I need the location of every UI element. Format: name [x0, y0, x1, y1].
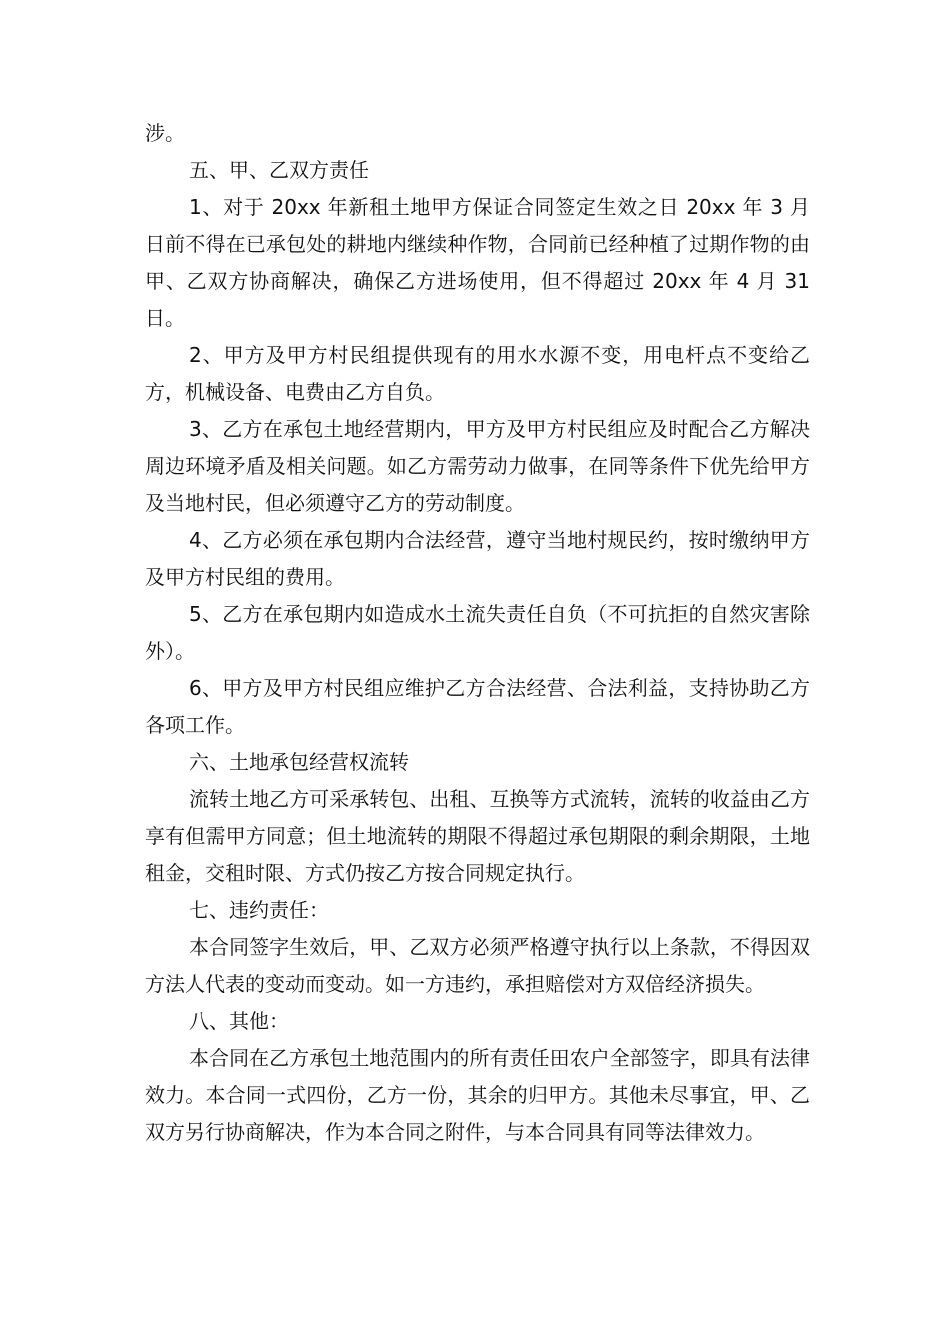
paragraph-continuation: 涉。	[145, 121, 185, 145]
section-8-body: 本合同在乙方承包土地范围内的所有责任田农户全部签字，即具有法律效力。本合同一式四份，乙方一份，其余的归甲方。其他未尽事宜，甲、乙双方另行协商解决，作为本合同之附件，与本合同具有同等法律效力。	[145, 1046, 810, 1144]
section-7-body: 本合同签字生效后，甲、乙双方必须严格遵守执行以上条款，不得因双方法人代表的变动而变动。如一方违约，承担赔偿对方双倍经济损失。	[145, 935, 810, 996]
section-heading-6: 六、土地承包经营权流转	[189, 750, 409, 774]
clause-5-2: 2、甲方及甲方村民组提供现有的用水水源不变，用电杆点不变给乙方，机械设备、电费由乙方自负。	[145, 343, 810, 404]
clause-5-4: 4、乙方必须在承包期内合法经营，遵守当地村规民约，按时缴纳甲方及甲方村民组的费用。	[145, 528, 810, 589]
section-heading-5: 五、甲、乙双方责任	[189, 158, 369, 182]
clause-5-6: 6、甲方及甲方村民组应维护乙方合法经营、合法利益，支持协助乙方各项工作。	[145, 676, 810, 737]
section-6-body: 流转土地乙方可采承转包、出租、互换等方式流转，流转的收益由乙方享有但需甲方同意；但土地流转的期限不得超过承包期限的剩余期限，土地租金，交租时限、方式仍按乙方按合同规定执行。	[145, 787, 810, 885]
section-heading-7: 七、违约责任：	[189, 898, 329, 922]
clause-5-1: 1、对于 20xx 年新租土地甲方保证合同签定生效之日 20xx 年 3 月 日前不得在已承包处的耕地内继续种作物，合同前已经种植了过期作物的由甲、乙双方协商解决，确保乙方进场使用，但不得超过 20xx 年 4 月 31 日。	[145, 195, 810, 330]
section-heading-8: 八、其他：	[189, 1009, 289, 1033]
clause-5-5: 5、乙方在承包期内如造成水土流失责任自负（不可抗拒的自然灾害除外）。	[145, 602, 810, 663]
clause-5-3: 3、乙方在承包土地经营期内，甲方及甲方村民组应及时配合乙方解决周边环境矛盾及相关问题。如乙方需劳动力做事，在同等条件下优先给甲方及当地村民，但必须遵守乙方的劳动制度。	[145, 417, 810, 515]
document-body	[145, 115, 810, 1151]
